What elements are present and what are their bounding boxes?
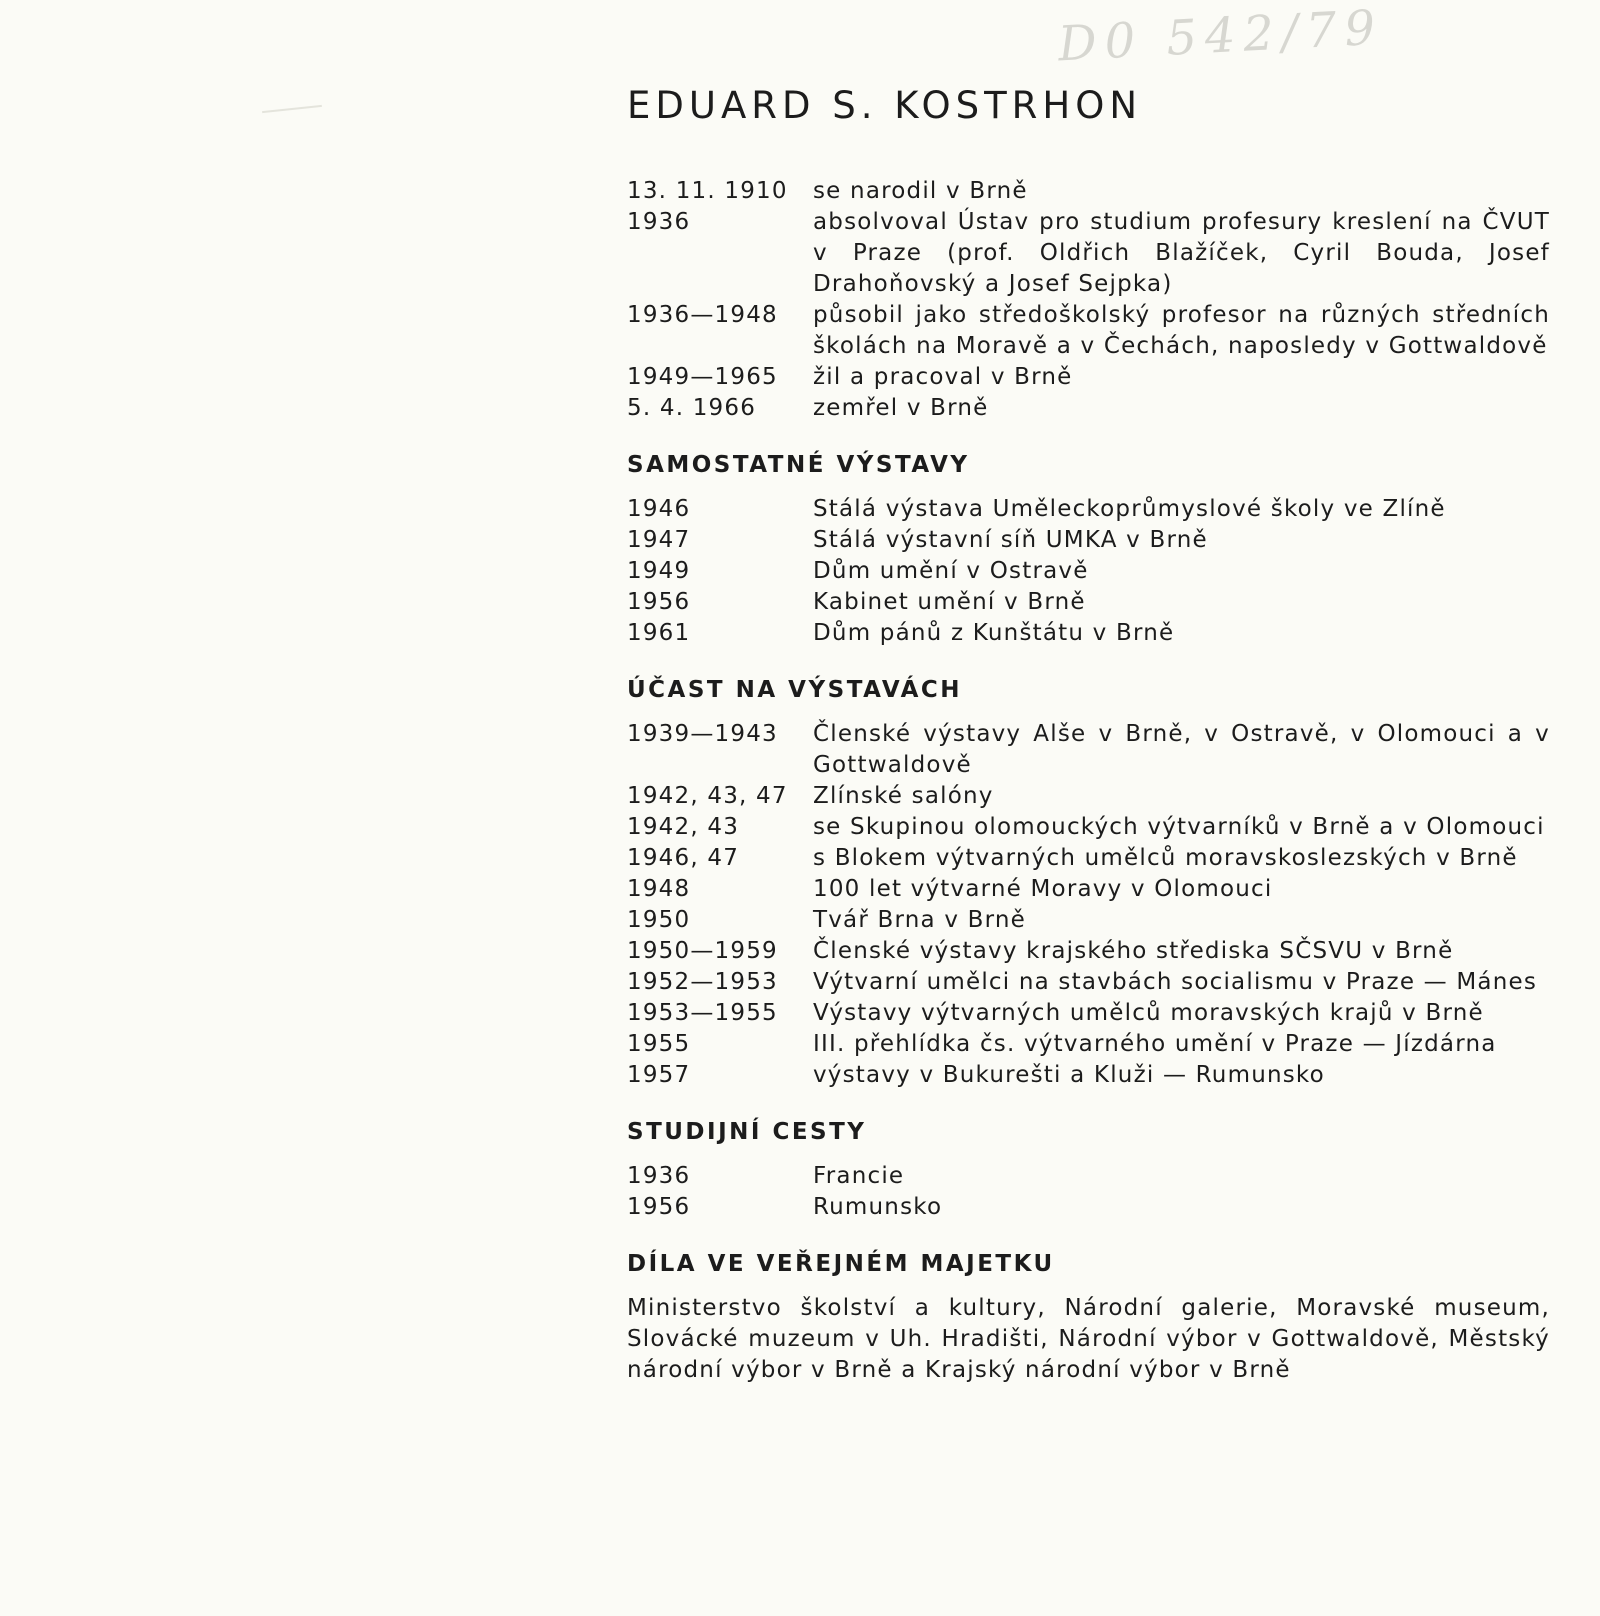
section-heading-group-exhibitions: ÚČAST NA VÝSTAVÁCH bbox=[627, 677, 963, 703]
row-year: 1952—1953 bbox=[627, 969, 778, 995]
table-row bbox=[627, 843, 1550, 874]
row-year: 5. 4. 1966 bbox=[627, 395, 757, 421]
row-year: 1955 bbox=[627, 1031, 691, 1057]
row-text: Zlínské salóny bbox=[813, 783, 994, 809]
row-text: se Skupinou olomouckých výtvarníků v Brně a v Olomouci bbox=[813, 814, 1545, 840]
table-row bbox=[627, 812, 1550, 843]
row-year: 1957 bbox=[627, 1062, 691, 1088]
table-row bbox=[627, 905, 1550, 936]
row-year: 1942, 43, 47 bbox=[627, 783, 788, 809]
row-year: 1950 bbox=[627, 907, 691, 933]
row-text: Rumunsko bbox=[813, 1194, 943, 1220]
table-row bbox=[627, 781, 1550, 812]
row-year: 1949—1965 bbox=[627, 364, 778, 390]
table-row bbox=[627, 494, 1550, 525]
section-heading-solo-exhibitions: SAMOSTATNÉ VÝSTAVY bbox=[627, 452, 970, 478]
solo-exhibitions-table bbox=[627, 494, 1550, 649]
row-text: působil jako středoškolský profesor na různých středních školách na Moravě a v Čechách, naposledy v Gottwaldově bbox=[813, 302, 1550, 359]
row-text: Výtvarní umělci na stavbách socialismu v Praze — Mánes bbox=[813, 969, 1538, 995]
row-year: 13. 11. 1910 bbox=[627, 178, 788, 204]
row-text: Členské výstavy krajského střediska SČSVU v Brně bbox=[813, 938, 1454, 964]
row-text: Členské výstavy Alše v Brně, v Ostravě, v Olomouci a v Gottwaldově bbox=[813, 721, 1550, 778]
row-year: 1950—1959 bbox=[627, 938, 778, 964]
row-text: Tvář Brna v Brně bbox=[813, 907, 1027, 933]
row-text: 100 let výtvarné Moravy v Olomouci bbox=[813, 876, 1273, 902]
row-year: 1949 bbox=[627, 558, 691, 584]
table-row bbox=[627, 874, 1550, 905]
row-text: zemřel v Brně bbox=[813, 395, 989, 421]
study-trips-table bbox=[627, 1161, 1550, 1223]
biography-row bbox=[627, 362, 1550, 393]
section-heading-public-collections: DÍLA VE VEŘEJNÉM MAJETKU bbox=[627, 1251, 1055, 1277]
section-heading-study-trips: STUDIJNÍ CESTY bbox=[627, 1119, 867, 1145]
row-year: 1961 bbox=[627, 620, 691, 646]
row-text: absolvoval Ústav pro studium profesury kreslení na ČVUT v Praze (prof. Oldřich Blažíček, Cyril Bouda, Josef Drahoňovský a Josef Sejpka) bbox=[813, 209, 1550, 297]
page-content bbox=[627, 84, 1550, 1386]
row-year: 1936 bbox=[627, 209, 691, 235]
row-text: Kabinet umění v Brně bbox=[813, 589, 1086, 615]
biography-row bbox=[627, 393, 1550, 424]
biography-row bbox=[627, 300, 1550, 362]
row-text: Dům pánů z Kunštátu v Brně bbox=[813, 620, 1175, 646]
row-year: 1936 bbox=[627, 1163, 691, 1189]
row-text: Stálá výstavní síň UMKA v Brně bbox=[813, 527, 1208, 553]
table-row bbox=[627, 719, 1550, 781]
row-year: 1956 bbox=[627, 589, 691, 615]
row-year: 1953—1955 bbox=[627, 1000, 778, 1026]
page-title: EDUARD S. KOSTRHON bbox=[627, 84, 1143, 127]
row-year: 1956 bbox=[627, 1194, 691, 1220]
table-row bbox=[627, 998, 1550, 1029]
row-year: 1942, 43 bbox=[627, 814, 740, 840]
row-text: Francie bbox=[813, 1163, 905, 1189]
row-year: 1948 bbox=[627, 876, 691, 902]
row-text: výstavy v Bukurešti a Kluži — Rumunsko bbox=[813, 1062, 1325, 1088]
table-row bbox=[627, 1161, 1550, 1192]
table-row bbox=[627, 936, 1550, 967]
table-row bbox=[627, 618, 1550, 649]
archive-stamp: D0 542/79 bbox=[1056, 0, 1385, 73]
row-text: se narodil v Brně bbox=[813, 178, 1028, 204]
row-text: s Blokem výtvarných umělců moravskoslezských v Brně bbox=[813, 845, 1518, 871]
row-year: 1947 bbox=[627, 527, 691, 553]
table-row bbox=[627, 1192, 1550, 1223]
pencil-mark bbox=[262, 105, 322, 113]
row-year: 1939—1943 bbox=[627, 721, 778, 747]
row-text: Dům umění v Ostravě bbox=[813, 558, 1089, 584]
table-row bbox=[627, 1060, 1550, 1091]
row-year: 1936—1948 bbox=[627, 302, 778, 328]
biography-row bbox=[627, 176, 1550, 207]
table-row bbox=[627, 587, 1550, 618]
table-row bbox=[627, 967, 1550, 998]
row-year: 1946, 47 bbox=[627, 845, 740, 871]
table-row bbox=[627, 556, 1550, 587]
public-collections-text: Ministerstvo školství a kultury, Národní galerie, Moravské museum, Slovácké muzeum v Uh. Hradišti, Národní výbor v Gottwaldově, Městský národní výbor v Brně a Krajský národní výbor v Brně bbox=[627, 1295, 1550, 1383]
row-text: Stálá výstava Uměleckoprůmyslové školy ve Zlíně bbox=[813, 496, 1446, 522]
table-row bbox=[627, 1029, 1550, 1060]
row-year: 1946 bbox=[627, 496, 691, 522]
group-exhibitions-table bbox=[627, 719, 1550, 1091]
row-text: Výstavy výtvarných umělců moravských krajů v Brně bbox=[813, 1000, 1484, 1026]
biography-row bbox=[627, 207, 1550, 300]
biography-table bbox=[627, 176, 1550, 424]
row-text: žil a pracoval v Brně bbox=[813, 364, 1073, 390]
row-text: III. přehlídka čs. výtvarného umění v Praze — Jízdárna bbox=[813, 1031, 1497, 1057]
table-row bbox=[627, 525, 1550, 556]
